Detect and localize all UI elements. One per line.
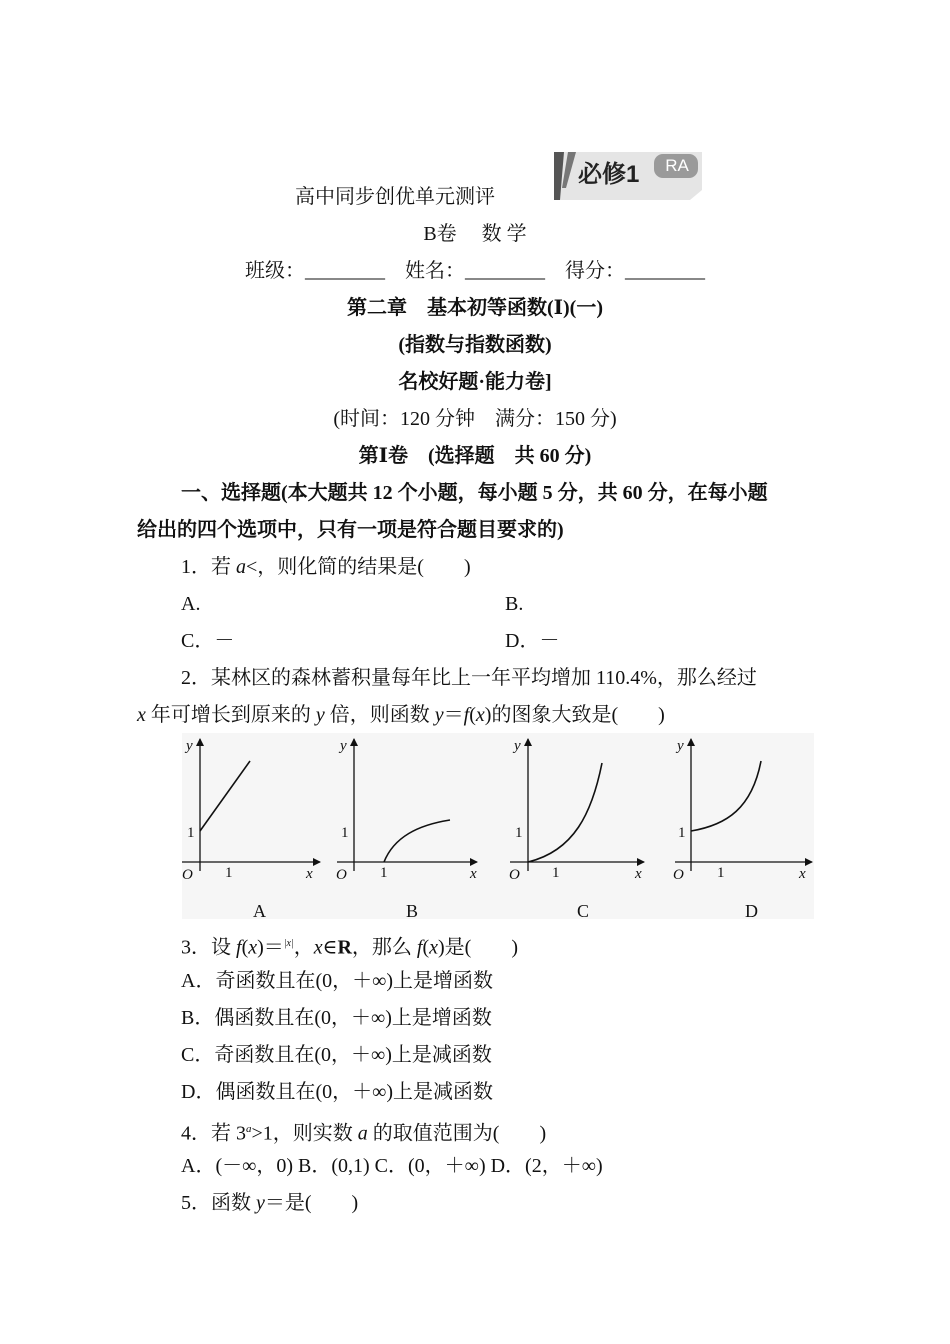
graph-c-label: C [577,901,590,919]
q1-var-a: a [236,556,246,578]
graph-b-y-label: y [340,738,347,754]
graph-b-tick-x: 1 [380,865,388,881]
q2-text-b: 倍，则函数 [324,704,435,726]
q1-option-a: A. [181,593,201,615]
part-one-title: 第Ⅰ卷 (选择题 共 60 分) [358,445,592,467]
q3-paren-2: )＝ [257,936,284,959]
graph-b-origin: O [336,867,347,883]
chapter-title: 第二章 基本初等函数(Ⅰ)(一) [347,297,603,319]
graph-c [509,738,644,919]
graph-a-label: A [253,901,266,919]
paper-type: 名校好题·能力卷] [398,371,552,393]
section-heading-line2: 给出的四个选项中，只有一项是符合题目要求的) [137,519,564,541]
q3-exponent: |x| [283,938,294,949]
q5-var-y: y [256,1192,265,1214]
graph-b-x-label: x [470,866,477,882]
topic-title: (指数与指数函数) [398,334,552,356]
graph-c-curve [528,763,602,862]
badge-main-text: 必修1 [578,161,640,188]
q2-text-e: )的图象大致是( ) [484,704,665,726]
q3-var-f2: f [416,936,423,959]
q3-in-symbol: ∈ [322,936,338,959]
q2-var-y2: y [434,704,444,726]
graph-b [336,738,477,919]
graph-d-origin: O [673,867,684,883]
graph-c-x-label: x [635,866,642,882]
graph-a-tick-x: 1 [225,865,233,881]
q2-text-c: ＝ [443,704,464,726]
graph-b-curve [384,820,450,862]
q3-var-x2: x [313,936,323,959]
q4-var-a: a [357,1122,368,1145]
question-3-stem [137,931,861,961]
q3-option-b: B．偶函数且在(0，＋∞)上是增函数 [181,1007,492,1029]
q5-text-b: ＝是( ) [264,1192,359,1214]
section-heading-line1: 一、选择题(本大题共 12 个小题，每小题 5 分，共 60 分，在每小题 [181,482,768,504]
graph-d-curve [691,761,761,831]
q1-option-d: D．－ [505,630,560,652]
time-and-score: (时间：120 分钟 满分：150 分) [333,408,617,430]
q1-text-pre: 1．若 [181,556,236,578]
q3-comma: ， [293,936,314,959]
exam-series-title: 高中同步创优单元测评 [295,186,495,208]
question-4-stem [137,1116,861,1147]
graph-c-origin: O [509,867,520,883]
graph-b-label: B [406,901,419,919]
graph-b-tick-y: 1 [341,825,349,841]
q3-text-a: 3．设 [181,936,236,959]
q1-option-b: B. [505,593,524,615]
student-info-line: 班级：________ 姓名：________ 得分：________ [245,260,705,282]
q3-option-a: A．奇函数且在(0，＋∞)上是增函数 [181,970,494,992]
graph-d-tick-y: 1 [678,825,686,841]
graph-c-tick-x: 1 [552,865,560,881]
badge-tag-text: RA [665,156,689,175]
q2-text-d: ( [469,704,476,726]
q3-set-r: R [337,936,352,959]
q5-text-a: 5．函数 [181,1192,256,1214]
q2-var-x2: x [475,704,485,726]
q4-text-a: 4．若 3 [181,1122,246,1145]
exam-subtitle: B卷 数 学 [423,223,527,245]
q4-text-b: >1，则实数 [251,1122,358,1145]
graph-d [673,738,812,919]
graph-a-y-label: y [186,738,193,754]
question-2-graph-options [182,733,814,919]
q4-text-c: 的取值范围为( ) [367,1122,547,1145]
graph-c-y-label: y [514,738,521,754]
q3-var-x: x [248,936,258,959]
q1-option-c: C．－ [181,630,235,652]
graph-a [182,738,320,919]
q3-option-d: D．偶函数且在(0，＋∞)上是减函数 [181,1081,494,1103]
question-2-stem-line1: 2．某林区的森林蓄积量每年比上一年平均增加 110.4%，那么经过 [181,667,757,689]
graph-d-x-label: x [799,866,806,882]
q3-var-x3: x [429,936,439,959]
graph-d-tick-x: 1 [717,865,725,881]
question-1-stem [137,554,861,580]
q3-text-tail-b: )是( ) [438,936,518,959]
question-2-stem-line2 [137,702,817,728]
q2-var-f: f [463,704,470,726]
graph-a-curve [200,761,250,831]
question-5-stem [137,1190,861,1216]
q4-options: A．(－∞，0) B．(0,1) C．(0，＋∞) D．(2，＋∞) [181,1155,603,1177]
graph-d-label: D [745,901,758,919]
q3-paren-1: ( [241,936,249,959]
textbook-badge [550,150,702,202]
graph-options-svg [182,733,814,919]
q1-text-post: <，则化简的结果是( ) [246,556,471,578]
q3-option-c: C．奇函数且在(0，＋∞)上是减函数 [181,1044,492,1066]
q2-var-y: y [315,704,325,726]
q3-var-f: f [236,936,242,959]
graph-d-y-label: y [677,738,684,754]
graph-a-x-label: x [306,866,313,882]
graph-a-origin: O [182,867,193,883]
q2-text-a: 年可增长到原来的 [145,704,316,726]
q4-exponent: a [246,1123,252,1135]
q3-text-tail-a: ，那么 [351,936,417,959]
q2-var-x: x [137,704,146,726]
graph-c-tick-y: 1 [515,825,523,841]
graph-a-tick-y: 1 [187,825,195,841]
q3-paren-3: ( [422,936,430,959]
